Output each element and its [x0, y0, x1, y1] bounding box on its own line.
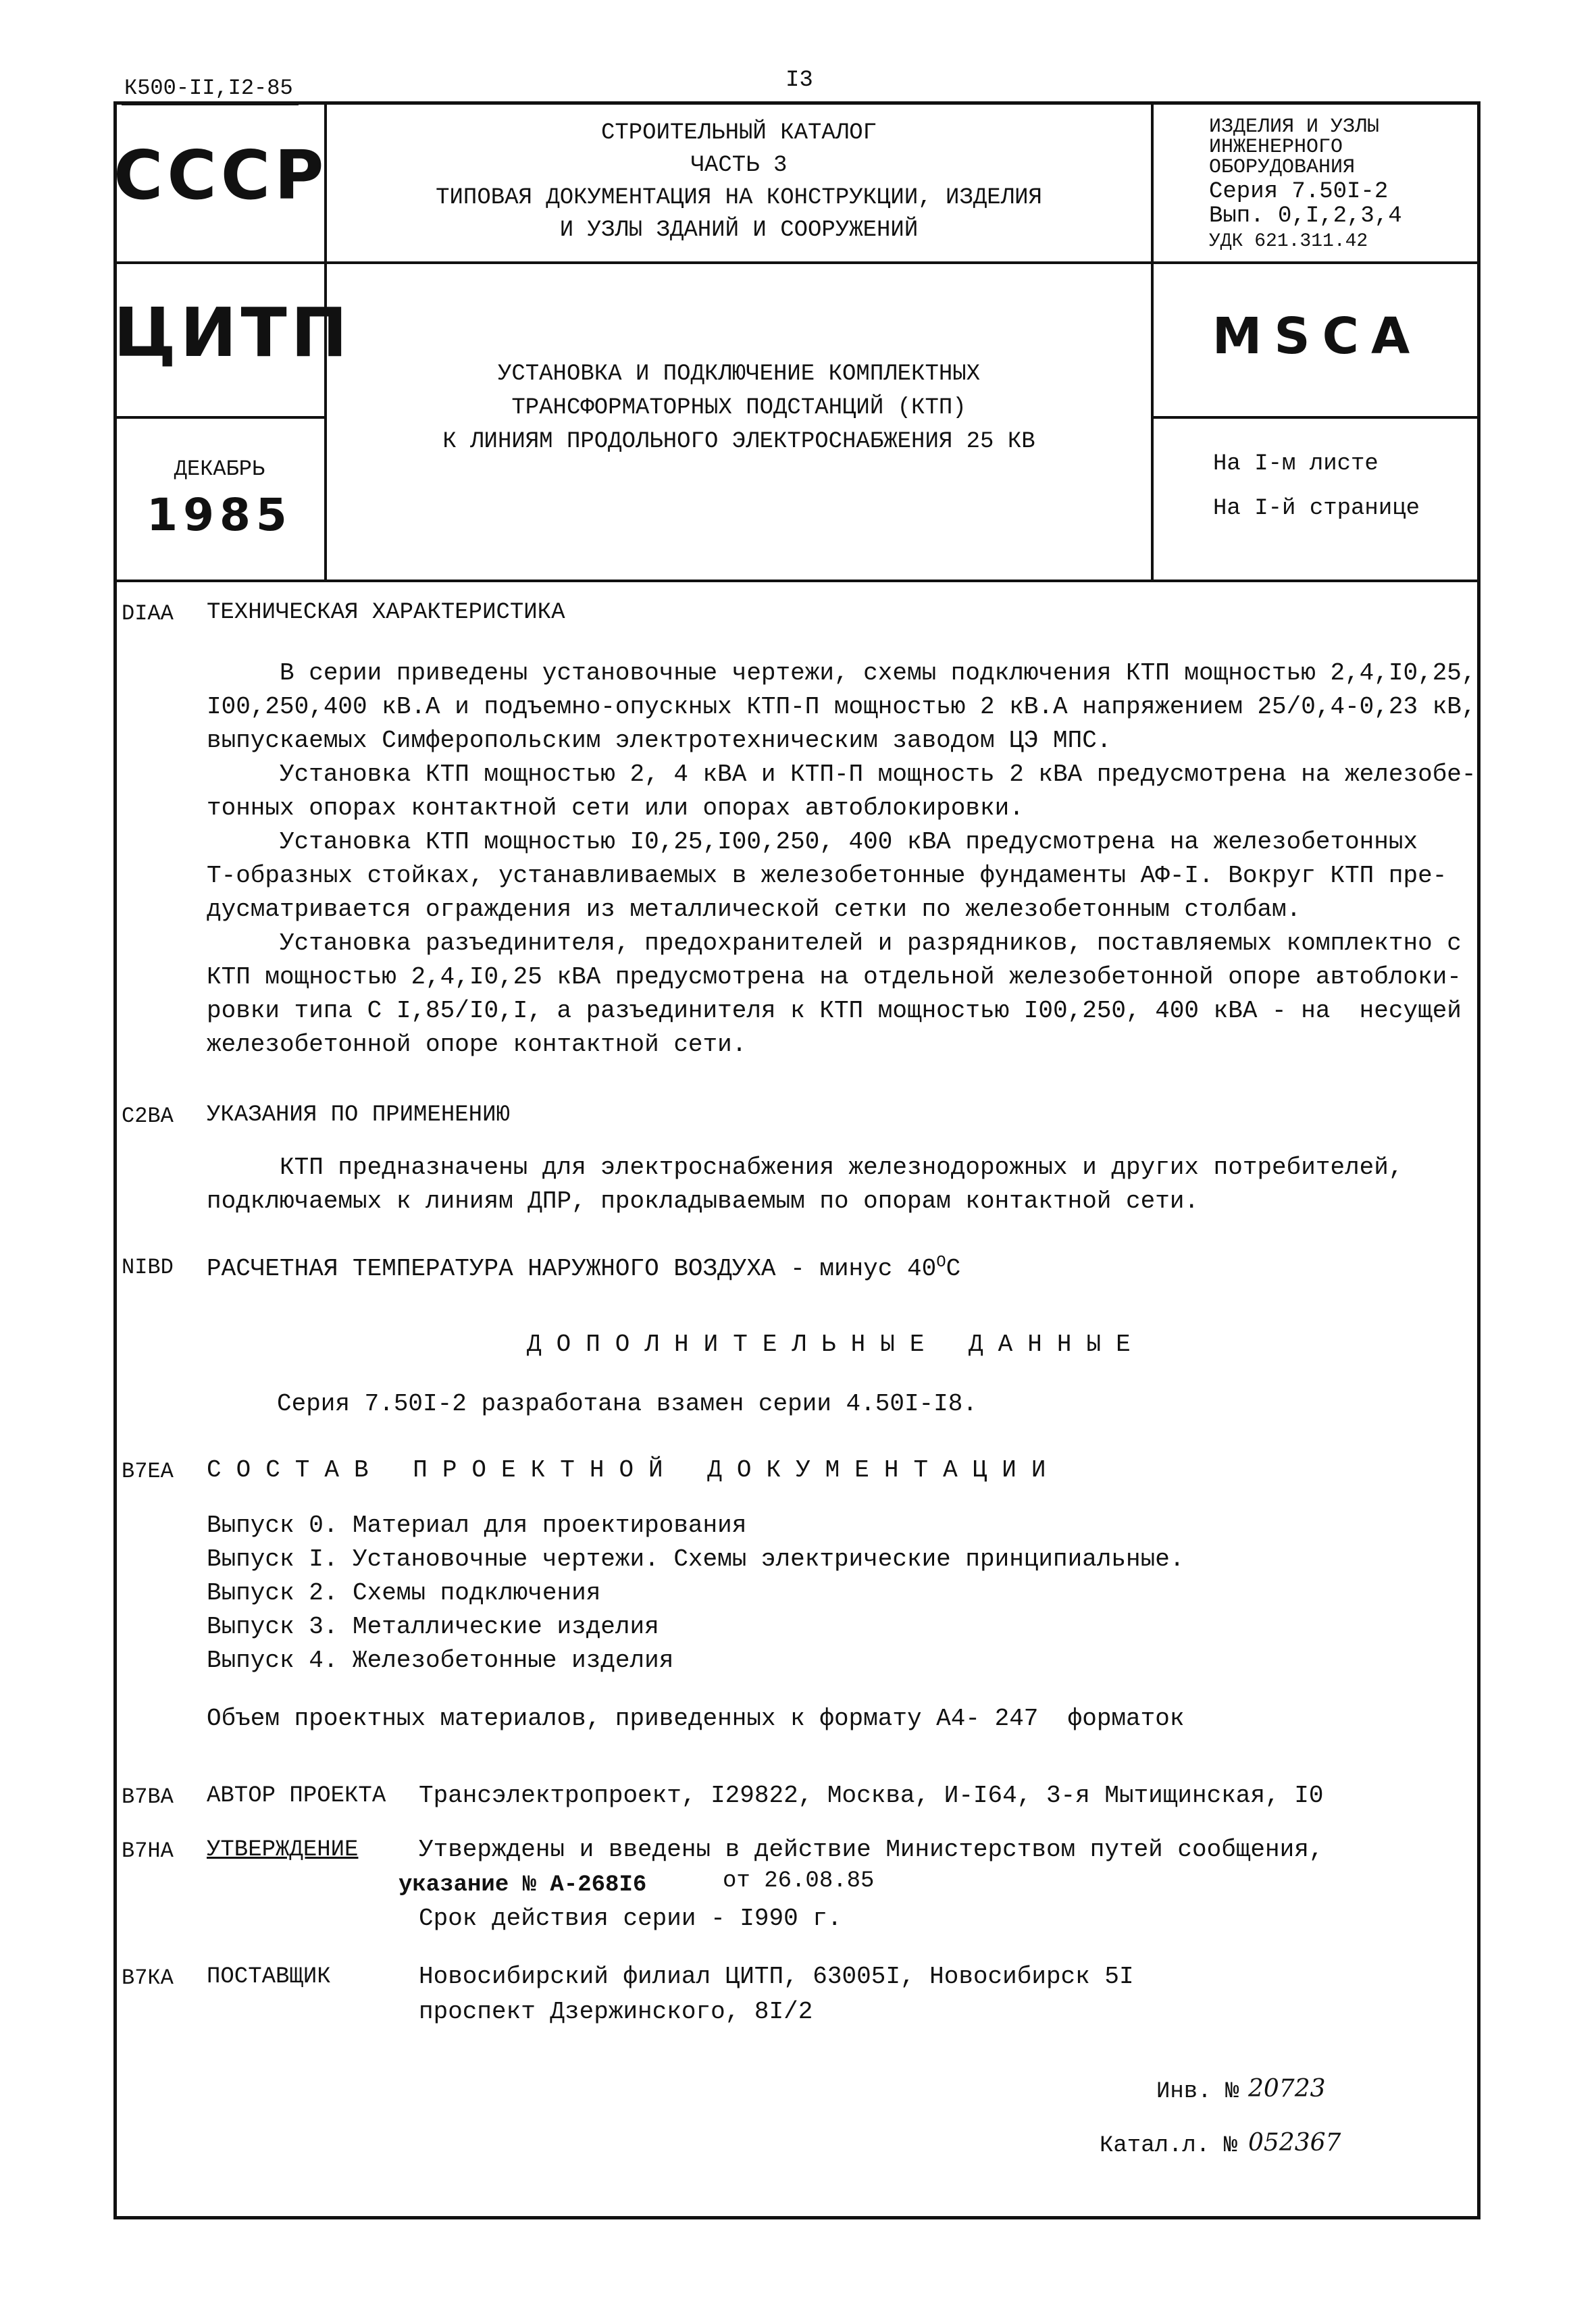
udk-label: УДК 621.311.42 [1209, 231, 1368, 252]
section-code-supplier: В7КА [122, 1965, 174, 1990]
tech-line-4: Установка КТП мощностью 2, 4 кВА и КТП-П мощность 2 кВА предусмотрена на железобе- [207, 761, 1476, 788]
catalog-sheet-number: 052367 [1248, 2129, 1341, 2157]
tech-line-10: КТП мощностью 2,4,I0,25 кВА предусмотрена на отдельной железобетонной опоре автоблоки- [207, 963, 1462, 991]
country-label: СССР [113, 136, 328, 215]
tech-line-8: дусматривается ограждения из металлической сетки по железобетонным столбам. [207, 896, 1302, 923]
temperature-text: РАСЧЕТНАЯ ТЕМПЕРАТУРА НАРУЖНОГО ВОЗДУХА - минус 40 [207, 1255, 937, 1283]
sheet-info-2: На I-й странице [1213, 496, 1420, 521]
section-code-composition: В7ЕА [122, 1459, 174, 1484]
tech-line-7: Т-образных стойках, устанавливаемых в железобетонные фундаменты АФ-I. Вокруг КТП пре- [207, 862, 1447, 890]
author-label: АВТОР ПРОЕКТА [207, 1783, 386, 1809]
composition-heading: СОСТАВ ПРОЕКТНОЙ ДОКУМЕНТАЦИИ [207, 1456, 1061, 1484]
catalog-sheet-label: Катал.л. № [1100, 2133, 1238, 2159]
doc-code: К500-II,I2-85 [124, 76, 293, 101]
month-label: ДЕКАБРЬ [174, 457, 265, 482]
section-code-temperature: NIBD [122, 1255, 174, 1280]
composition-item-2: Выпуск 2. Схемы подключения [207, 1579, 601, 1607]
tech-line-9: Установка разъединителя, предохранителей и разрядников, поставляемых комплектно с [207, 929, 1462, 957]
tech-line-2: I00,250,400 кВ.А и подъемно-опускных КТП-П мощностью 2 кВ.А напряжением 25/0,4-0,23 кВ, [207, 693, 1476, 721]
composition-item-1: Выпуск I. Установочные чертежи. Схемы электрические принципиальные. [207, 1545, 1185, 1573]
issues-label: Вып. 0,I,2,3,4 [1209, 203, 1402, 229]
approval-label: УТВЕРЖДЕНИЕ [207, 1837, 359, 1863]
sheet-info-1: На I-м листе [1213, 451, 1379, 477]
section-line-1: ИЗДЕЛИЯ И УЗЛЫ [1209, 115, 1380, 138]
composition-item-3: Выпуск 3. Металлические изделия [207, 1613, 659, 1641]
catalog-line-3: ТИПОВАЯ ДОКУМЕНТАЦИЯ НА КОНСТРУКЦИИ, ИЗДЕЛИЯ [436, 185, 1042, 211]
section-code-author: В7ВА [122, 1784, 174, 1809]
inventory-number: 20723 [1248, 2075, 1326, 2103]
usage-heading: УКАЗАНИЯ ПО ПРИМЕНЕНИЮ [207, 1102, 510, 1128]
supplier-line-2: проспект Дзержинского, 8I/2 [419, 1998, 813, 2026]
series-label: Серия 7.50I-2 [1209, 179, 1389, 205]
tech-line-5: тонных опорах контактной сети или опорах автоблокировки. [207, 794, 1024, 822]
left-rule-1 [113, 261, 326, 264]
tech-line-11: ровки типа С I,85/I0,I, а разъединителя к КТП мощностью I00,250, 400 кВА - на несущей [207, 997, 1462, 1025]
composition-item-4: Выпуск 4. Железобетонные изделия [207, 1647, 674, 1674]
title-line-1: УСТАНОВКА И ПОДКЛЮЧЕНИЕ КОМПЛЕКТНЫХ [497, 361, 981, 387]
approval-validity: Срок действия серии - I990 г. [419, 1905, 842, 1932]
title-line-2: ТРАНСФОРМАТОРНЫХ ПОДСТАНЦИЙ (КТП) [511, 395, 967, 421]
section-line-3: ОБОРУДОВАНИЯ [1209, 156, 1356, 179]
catalog-line-4: И УЗЛЫ ЗДАНИЙ И СООРУЖЕНИЙ [559, 217, 919, 243]
tech-line-3: выпускаемых Симферопольским электротехническим заводом ЦЭ МПС. [207, 727, 1112, 754]
approval-line-1: Утверждены и введены в действие Министерством путей сообщения, [419, 1836, 1324, 1863]
year-label: 1985 [147, 489, 292, 541]
section-code-tech: DIAA [122, 601, 174, 626]
tech-line-1: В серии приведены установочные чертежи, схемы подключения КТП мощностью 2,4,I0,25, [207, 659, 1476, 687]
tech-line-12: железобетонной опоре контактной сети. [207, 1031, 747, 1058]
middle-rule [324, 261, 1152, 264]
composition-volume: Объем проектных материалов, приведенных к формату А4- 247 форматок [207, 1705, 1185, 1732]
tech-heading: ТЕХНИЧЕСКАЯ ХАРАКТЕРИСТИКА [207, 600, 565, 625]
section-code-approval: В7НА [122, 1839, 174, 1863]
catalog-line-2: ЧАСТЬ 3 [690, 153, 788, 178]
left-rule-2 [113, 416, 326, 419]
inventory-label: Инв. № [1156, 2079, 1239, 2105]
additional-text: Серия 7.50I-2 разработана взамен серии 4.50I-I8. [277, 1390, 977, 1418]
usage-line-2: подключаемых к линиям ДПР, прокладываемым по опорам контактной сети. [207, 1187, 1200, 1215]
approval-decree: указание № А-268I6 [398, 1872, 647, 1898]
author-value: Трансэлектропроект, I29822, Москва, И-I64, 3-я Мытищинская, I0 [419, 1782, 1324, 1809]
tech-line-6: Установка КТП мощностью I0,25,I00,250, 400 кВА предусмотрена на железобетонных [207, 828, 1418, 856]
title-line-3: К ЛИНИЯМ ПРОДОЛЬНОГО ЭЛЕКТРОСНАБЖЕНИЯ 25 КВ [442, 429, 1035, 455]
right-rule-1 [1151, 261, 1481, 264]
supplier-line-1: Новосибирский филиал ЦИТП, 63005I, Новосибирск 5I [419, 1963, 1134, 1990]
org-label: ЦИТП [113, 293, 352, 372]
temperature-unit: С [946, 1255, 961, 1283]
classification-code: MSCA [1212, 307, 1422, 365]
additional-heading: ДОПОЛНИТЕЛЬНЫЕ ДАННЫЕ [527, 1331, 1145, 1358]
temperature-line [207, 1254, 960, 1283]
supplier-label: ПОСТАВЩИК [207, 1964, 331, 1990]
approval-decree-date: от 26.08.85 [723, 1868, 875, 1894]
usage-line-1: КТП предназначены для электроснабжения железнодорожных и других потребителей, [207, 1154, 1404, 1181]
section-line-2: ИНЖЕНЕРНОГО [1209, 136, 1343, 159]
catalog-line-1: СТРОИТЕЛЬНЫЙ КАТАЛОГ [600, 120, 877, 146]
section-code-usage: С2ВА [122, 1104, 174, 1129]
composition-item-0: Выпуск 0. Материал для проектирования [207, 1512, 747, 1539]
right-rule-2 [1151, 416, 1481, 419]
page-number: I3 [786, 68, 813, 93]
temperature-degree-sign: О [936, 1254, 946, 1272]
header-bottom-rule [113, 580, 1481, 582]
